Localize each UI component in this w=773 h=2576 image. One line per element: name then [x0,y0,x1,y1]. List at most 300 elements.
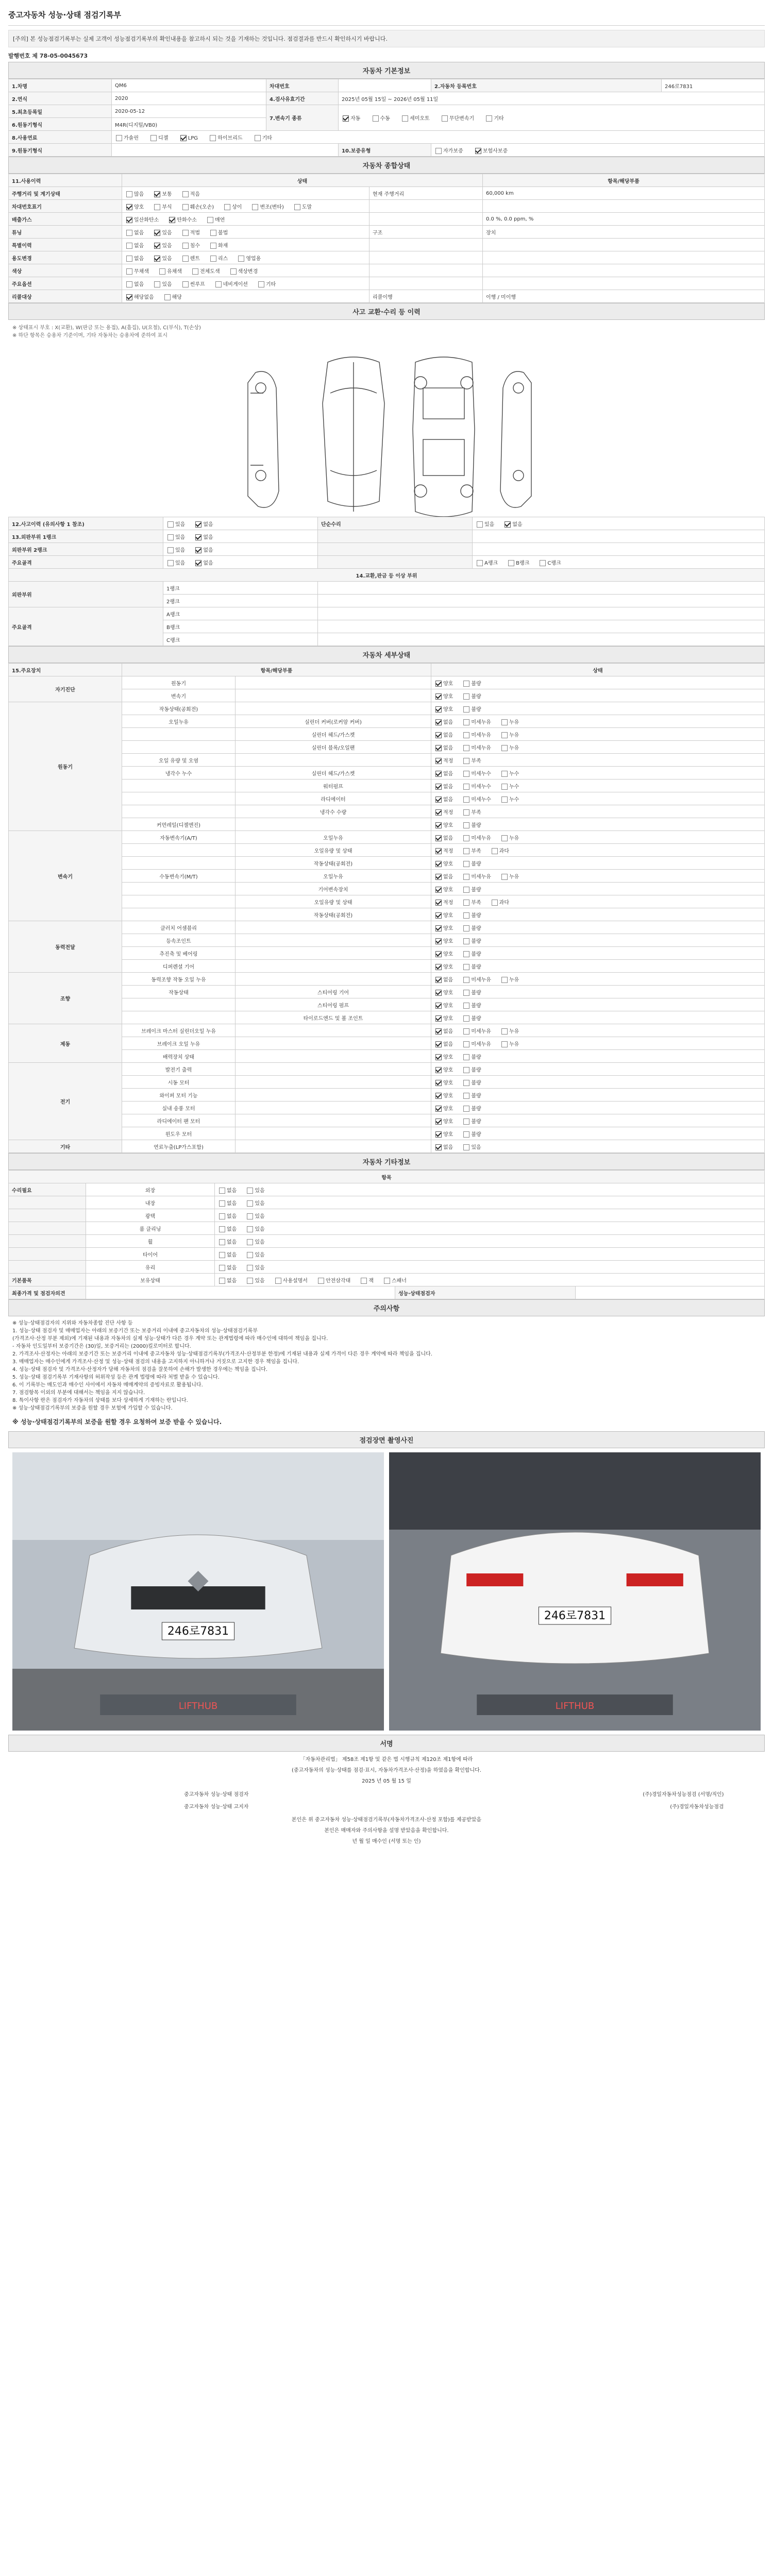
checkbox[interactable] [126,281,132,287]
item-label: 외장 [86,1183,215,1196]
sub-item-label: 실린더 헤드/가스켓 [236,767,431,779]
checkbox[interactable] [492,900,498,906]
option-label: 적음 [190,191,200,197]
option-label: 불량 [471,1054,481,1060]
checkbox[interactable] [435,148,442,154]
basic-value [112,144,339,157]
checkbox[interactable] [435,938,442,944]
checkbox[interactable] [255,135,261,141]
checkbox[interactable] [361,1278,367,1284]
checkbox[interactable] [126,256,132,262]
option [434,769,453,777]
checkbox[interactable] [435,835,442,841]
checkbox[interactable] [219,1252,225,1258]
sub-item-label [236,1114,431,1127]
option-label: 없음 [443,771,453,777]
status-options [431,908,765,921]
option [434,911,453,919]
option [462,834,491,841]
checkbox[interactable] [154,191,160,197]
checkbox[interactable] [219,1188,225,1194]
option [462,1065,481,1073]
checkbox[interactable] [435,681,442,687]
option-label: 불량 [471,1003,481,1009]
option [434,988,453,996]
detail-row [9,728,765,741]
option [500,718,519,725]
checkbox[interactable] [475,148,481,154]
parts-options [318,607,765,620]
checkbox[interactable] [435,1093,442,1099]
checkbox[interactable] [219,1226,225,1232]
option [434,885,453,893]
item-label: 시동 모터 [122,1076,236,1089]
option-label: 불량 [471,1080,481,1086]
option [317,1276,350,1284]
detail-row [9,1101,765,1114]
sub-item-label: 스티어링 펌프 [236,998,431,1011]
checkbox[interactable] [247,1213,253,1219]
checkbox[interactable] [318,1278,324,1284]
option [491,846,509,854]
parts-options [318,633,765,646]
option [462,1040,491,1047]
checkbox[interactable] [463,1003,469,1009]
checkbox[interactable] [210,230,216,236]
option-label: 미세누유 [471,1041,491,1047]
damage-legend-line: ※ 하단 항목은 승용차 기준이며, 기타 자동차는 승용차에 준하여 표시 [12,333,167,338]
checkbox[interactable] [182,204,189,210]
option-label: 가솔린 [124,135,139,141]
option-label: 적정 [443,848,453,854]
option [434,924,453,931]
checkbox[interactable] [463,990,469,996]
option [434,1065,453,1073]
option [462,975,491,983]
option [491,898,509,906]
row-options [122,213,369,226]
checkbox[interactable] [195,560,201,566]
status-options [431,895,765,908]
basic-value: QM6 [112,79,266,92]
checkbox[interactable] [463,693,469,700]
checkbox[interactable] [463,964,469,970]
option-label: 불량 [471,1015,481,1022]
checkbox[interactable] [126,243,132,249]
checkbox[interactable] [167,547,174,553]
checkbox[interactable] [435,1106,442,1112]
checkbox[interactable] [435,784,442,790]
checkbox[interactable] [501,784,508,790]
checkbox[interactable] [435,1028,442,1035]
row-value: 0.0 %, 0.0 ppm, % [483,213,765,226]
checkbox[interactable] [463,809,469,816]
checkbox[interactable] [247,1200,253,1207]
checkbox[interactable] [435,796,442,803]
option-label: 있음 [484,521,495,528]
checkbox[interactable] [435,822,442,828]
option-label: 과다 [499,848,509,854]
checkbox[interactable] [463,887,469,893]
checkbox[interactable] [463,1093,469,1099]
checkbox[interactable] [435,1131,442,1138]
checkbox[interactable] [182,191,189,197]
option-label: 없음 [443,1028,453,1035]
status-options [431,792,765,805]
checkbox[interactable] [252,204,258,210]
checkbox[interactable] [435,1144,442,1150]
checkbox[interactable] [435,1118,442,1125]
checkbox[interactable] [126,230,132,236]
checkbox[interactable] [492,848,498,854]
checkbox[interactable] [442,115,448,122]
checkbox[interactable] [435,1003,442,1009]
checkbox[interactable] [167,560,174,566]
checkbox[interactable] [501,796,508,803]
checkbox[interactable] [435,887,442,893]
checkbox[interactable] [192,268,198,275]
checkbox[interactable] [501,1028,508,1035]
option [246,1263,264,1271]
checkbox[interactable] [247,1252,253,1258]
item-label [122,844,236,857]
option [125,254,144,262]
option-label: 하이브리드 [217,135,243,141]
checkbox[interactable] [463,1067,469,1073]
checkbox[interactable] [463,1106,469,1112]
option [209,241,228,249]
checkbox[interactable] [247,1188,253,1194]
row-options [163,517,318,530]
checkbox[interactable] [463,1118,469,1125]
checkbox[interactable] [150,135,157,141]
group-label [9,1235,86,1248]
checkbox[interactable] [463,848,469,854]
group-label: 기타 [9,1140,122,1153]
checkbox[interactable] [435,951,442,957]
checkbox[interactable] [182,281,189,287]
checkbox[interactable] [463,1080,469,1086]
checkbox[interactable] [505,521,511,528]
row-options [473,543,765,556]
checkbox[interactable] [373,115,379,122]
option-label: 있음 [255,1265,265,1271]
option-label: 불량 [471,887,481,893]
option [125,293,154,300]
checkbox[interactable] [435,874,442,880]
option-label: 부족 [471,758,481,764]
checkbox[interactable] [501,745,508,751]
status-options [215,1235,765,1248]
checkbox[interactable] [463,771,469,777]
checkbox[interactable] [154,243,160,249]
parts-rank: A랭크 [163,607,318,620]
checkbox[interactable] [167,521,174,528]
option [434,1014,453,1022]
option-label: 보통 [162,191,172,197]
checkbox[interactable] [435,809,442,816]
price-label: 최종가격 및 점검자의견 [9,1286,86,1299]
etc-row [9,1274,765,1286]
option-label: 미세누수 [471,771,491,777]
option-label: 불량 [471,1067,481,1073]
row-extra [369,200,483,213]
checkbox[interactable] [154,281,160,287]
checkbox[interactable] [477,521,483,528]
option-label: 불량 [471,1131,481,1138]
option-label: 미세누유 [471,1028,491,1035]
checkbox[interactable] [463,784,469,790]
checkbox[interactable] [501,771,508,777]
group-label [9,1196,86,1209]
checkbox[interactable] [463,681,469,687]
checkbox[interactable] [463,796,469,803]
option [500,1027,519,1035]
option [434,1143,453,1150]
option-label: 양호 [443,1067,453,1073]
checkbox[interactable] [435,732,442,738]
checkbox[interactable] [486,115,492,122]
checkbox[interactable] [247,1278,253,1284]
checkbox[interactable] [463,1041,469,1047]
option [462,1053,481,1060]
option-label: 없음 [134,230,144,236]
parts-rank: 1랭크 [163,582,318,595]
sub-item-label [236,676,431,689]
checkbox[interactable] [463,1144,469,1150]
checkbox[interactable] [182,243,189,249]
option [462,743,491,751]
checkbox[interactable] [435,758,442,764]
checkbox[interactable] [258,281,264,287]
checkbox[interactable] [384,1278,390,1284]
option [500,1040,519,1047]
detail-row [9,1037,765,1050]
checkbox[interactable] [435,745,442,751]
checkbox[interactable] [435,861,442,867]
group-label [9,1248,86,1261]
checkbox[interactable] [343,115,349,122]
sub-item-label [236,1089,431,1101]
checkbox[interactable] [164,294,171,300]
checkbox[interactable] [169,217,175,223]
option [462,705,481,713]
basic-label: 2.연식 [9,92,112,105]
checkbox[interactable] [435,977,442,983]
item-label [122,895,236,908]
checkbox[interactable] [435,1067,442,1073]
sub-item-label: 라디에이터 [236,792,431,805]
checkbox[interactable] [463,1054,469,1060]
checkbox[interactable] [463,861,469,867]
checkbox[interactable] [463,758,469,764]
checkbox[interactable] [219,1278,225,1284]
accident-row [9,556,765,569]
checkbox[interactable] [224,204,230,210]
checkbox[interactable] [435,1041,442,1047]
etc-row [9,1235,765,1248]
row-extra [318,543,473,556]
option-label: 적정 [443,809,453,816]
option [434,834,453,841]
checkbox[interactable] [463,1131,469,1138]
section-sign-title: 서명 [8,1735,765,1752]
checkbox[interactable] [180,135,187,141]
option [462,692,481,700]
checkbox[interactable] [435,693,442,700]
detail-row [9,895,765,908]
checkbox[interactable] [182,230,189,236]
checkbox[interactable] [219,1200,225,1207]
parts-options [318,582,765,595]
checkbox[interactable] [463,822,469,828]
checkbox[interactable] [501,719,508,725]
checkbox[interactable] [501,732,508,738]
checkbox[interactable] [435,912,442,919]
option [434,1001,453,1009]
checkbox[interactable] [463,977,469,983]
checkbox[interactable] [126,191,132,197]
checkbox[interactable] [219,1239,225,1245]
option-label: 없음 [443,874,453,880]
row-label: 배출가스 [9,213,122,226]
checkbox[interactable] [210,256,216,262]
checkbox[interactable] [463,912,469,919]
checkbox[interactable] [463,706,469,713]
checkbox[interactable] [435,925,442,931]
item-label: 자동변속기(A/T) [122,831,236,844]
group-label: 수리필요 [9,1183,86,1196]
checkbox[interactable] [435,1054,442,1060]
checkbox[interactable] [435,719,442,725]
option-label: 양호 [134,204,144,210]
notice-line: - 자동차 인도일부터 보증기간은 (30)일, 보증거리는 (2000)킬로미터로 합니다. [12,1344,191,1349]
checkbox[interactable] [247,1265,253,1271]
checkbox[interactable] [463,938,469,944]
checkbox[interactable] [126,268,132,275]
checkbox[interactable] [154,230,160,236]
status-options [431,689,765,702]
checkbox[interactable] [477,560,483,566]
checkbox[interactable] [463,719,469,725]
checkbox[interactable] [508,560,514,566]
option [434,795,453,803]
checkbox[interactable] [195,547,201,553]
checkbox[interactable] [154,204,160,210]
checkbox[interactable] [219,1265,225,1271]
option [194,546,213,553]
option [434,872,453,880]
checkbox[interactable] [215,281,222,287]
checkbox[interactable] [435,964,442,970]
checkbox[interactable] [540,560,546,566]
option [434,743,453,751]
basic-value: 2025년 05월 15일 ~ 2026년 05월 11일 [339,92,765,105]
checkbox[interactable] [463,745,469,751]
checkbox[interactable] [463,925,469,931]
checkbox[interactable] [402,115,408,122]
option-label: LPG [188,135,198,141]
checkbox[interactable] [247,1226,253,1232]
checkbox[interactable] [463,1028,469,1035]
checkbox[interactable] [435,1015,442,1022]
group-label: 기본품목 [9,1274,86,1286]
status-options [431,741,765,754]
basic-value: M4R(디지털/VB0) [112,118,266,131]
checkbox[interactable] [116,135,122,141]
checkbox[interactable] [435,990,442,996]
sub-item-label [236,1024,431,1037]
checkbox[interactable] [126,217,132,223]
checkbox[interactable] [501,1041,508,1047]
checkbox[interactable] [195,521,201,528]
option [462,1001,481,1009]
checkbox[interactable] [219,1213,225,1219]
checkbox[interactable] [435,900,442,906]
inspector-label: 성능·상태점검자 [395,1286,576,1299]
option [462,898,481,906]
checkbox[interactable] [435,706,442,713]
basic-label: 7.변속기 종류 [266,105,339,131]
checkbox[interactable] [501,874,508,880]
checkbox[interactable] [435,848,442,854]
checkbox[interactable] [463,732,469,738]
basic-label: 2.자동차 등록번호 [431,79,662,92]
etc-rows [9,1183,765,1286]
checkbox[interactable] [167,534,174,540]
row-label: 12.사고이력 (유의사항 1 참조) [9,517,163,530]
option-label: 있음 [255,1278,265,1284]
option [434,821,453,828]
row-options [122,264,369,277]
row-options [122,251,369,264]
checkbox[interactable] [463,900,469,906]
checkbox[interactable] [238,256,244,262]
option-label: 누유 [509,719,519,725]
notice-line: ※ 성능·상태점검기록부의 보증을 원할 경우 보험에 가입할 수 있습니다. [12,1405,173,1411]
checkbox[interactable] [247,1239,253,1245]
checkbox[interactable] [275,1278,281,1284]
checkbox[interactable] [463,951,469,957]
checkbox[interactable] [154,256,160,262]
checkbox[interactable] [463,835,469,841]
checkbox[interactable] [182,256,189,262]
checkbox[interactable] [294,204,300,210]
checkbox[interactable] [195,534,201,540]
checkbox[interactable] [435,771,442,777]
checkbox[interactable] [210,135,216,141]
checkbox[interactable] [230,268,237,275]
status-options [431,960,765,973]
checkbox[interactable] [435,1080,442,1086]
checkbox[interactable] [126,294,132,300]
checkbox[interactable] [126,204,132,210]
option [500,769,519,777]
option-label: 불량 [471,1106,481,1112]
checkbox[interactable] [463,1015,469,1022]
option-label: 있음 [255,1226,265,1232]
option-label: 있음 [255,1213,265,1219]
checkbox[interactable] [501,977,508,983]
item-label: 와이퍼 모터 기능 [122,1089,236,1101]
checkbox[interactable] [159,268,165,275]
option-label: 없음 [134,281,144,287]
checkbox[interactable] [463,874,469,880]
option-label: 미세누유 [471,977,491,983]
checkbox[interactable] [207,217,213,223]
checkbox[interactable] [210,243,216,249]
checkbox[interactable] [501,835,508,841]
